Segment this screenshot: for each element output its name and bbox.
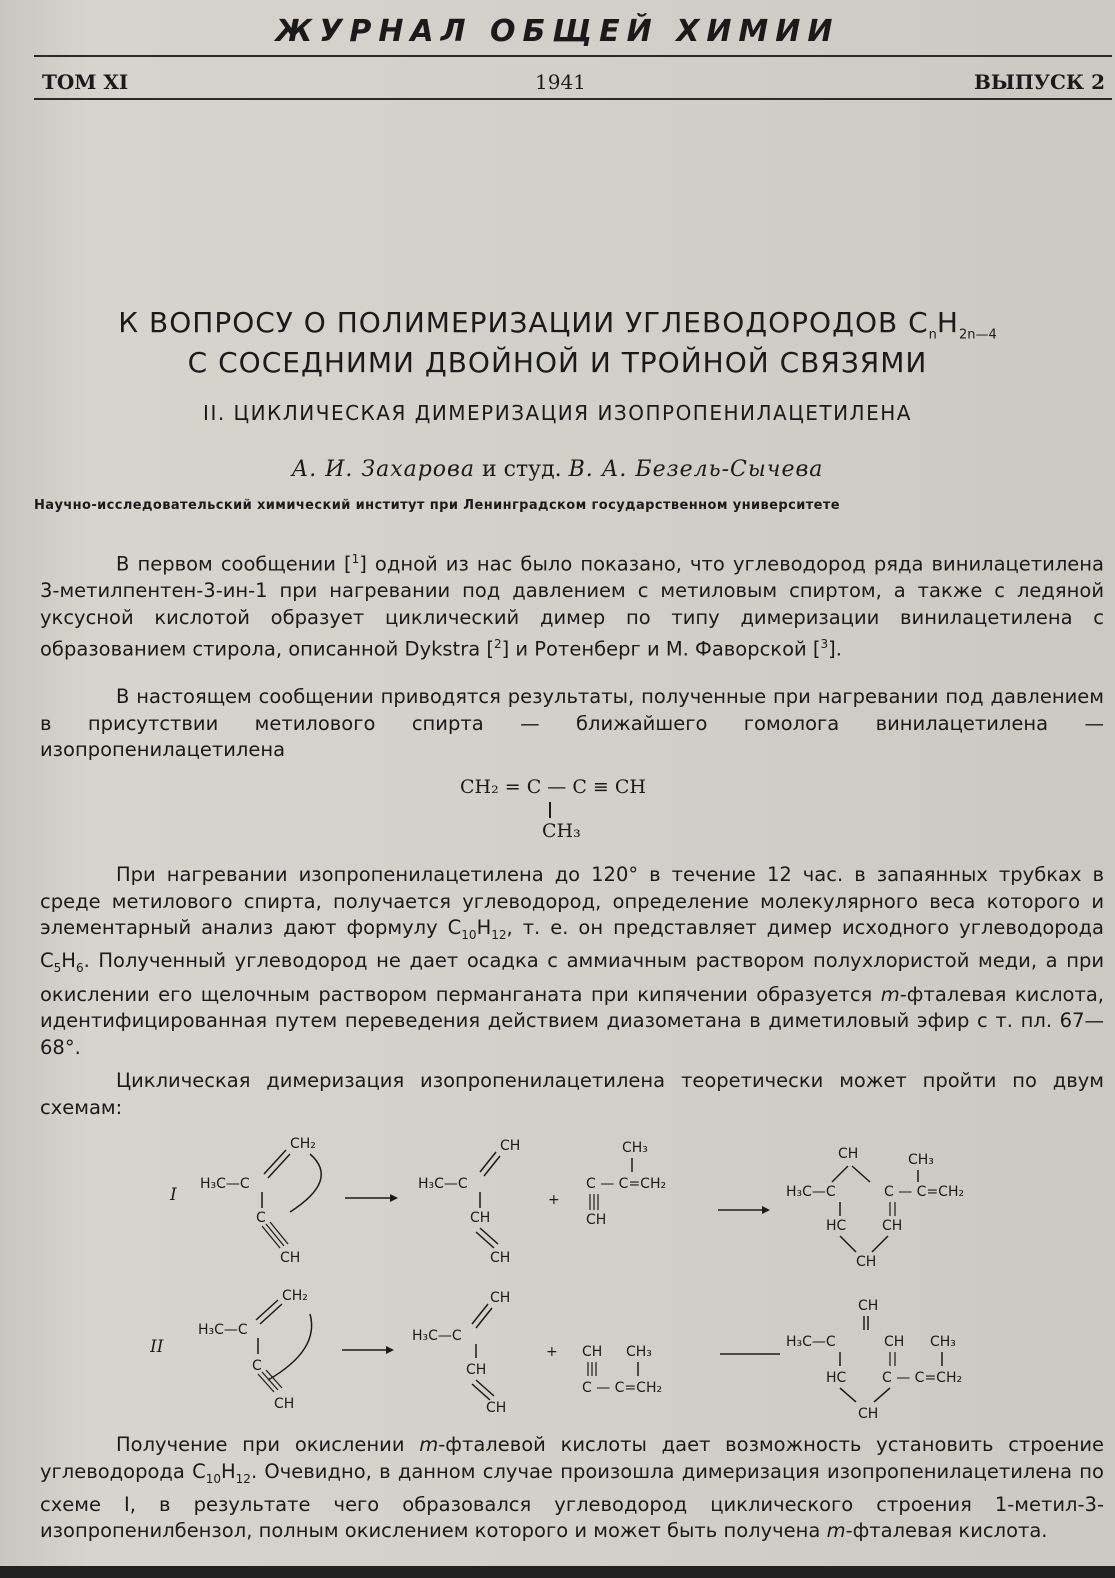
paragraph-4: Циклическая димеризация изопропенилацетилена теоретически может пройти по двум схемам:	[40, 1069, 1104, 1119]
article-subtitle: II. ЦИКЛИЧЕСКАЯ ДИМЕРИЗАЦИЯ ИЗОПРОПЕНИЛАЦЕТИЛЕНА	[203, 401, 912, 425]
svg-text:H₃C—C: H₃C—C	[786, 1184, 836, 1200]
svg-text:CH₂: CH₂	[282, 1288, 308, 1304]
formula-main: CH₂ = C — C ≡ CH	[460, 776, 646, 798]
author-1: А. И. Захарова	[291, 457, 475, 482]
year-label: 1941	[535, 70, 586, 94]
reaction-schemes	[150, 1120, 1010, 1420]
svg-text:H₃C—C: H₃C—C	[786, 1334, 836, 1350]
svg-text:CH: CH	[490, 1290, 511, 1306]
paragraph-2: В настоящем сообщении приводятся результаты, полученные при нагревании под давлением в присутствии метилового спирта — ближайшего гомолога винилацетилена — изопропенилацетилена	[40, 685, 1104, 761]
authors: А. И. Захарова и студ. В. А. Безель-Сычева	[291, 457, 824, 482]
svg-text:CH: CH	[882, 1218, 903, 1234]
header-rule-bottom	[34, 98, 1112, 100]
article-title-line2: С СОСЕДНИМИ ДВОЙНОЙ И ТРОЙНОЙ СВЯЗЯМИ	[187, 346, 928, 379]
header-rule	[34, 55, 1112, 57]
paragraph-1: В первом сообщении [$^1$] одной из нас было показано, что углеводород ряда винилацетилена 3-метилпентен-3-ин-1 при нагревании под давлением с метиловым спиртом, а также с ледяной уксусной кислотой образует циклический димер по типу димеризации винилацетилена с образованием стирола, описанной Dykstra [$^2$] и Ротенберг и М. Фаворской [$^3$].	[40, 552, 1105, 661]
svg-text:C — C=CH₂: C — C=CH₂	[586, 1176, 667, 1192]
svg-text:C — C=CH₂: C — C=CH₂	[884, 1184, 965, 1200]
issue-label: ВЫПУСК 2	[973, 70, 1105, 94]
svg-text:CH₂: CH₂	[290, 1136, 316, 1152]
svg-text:+: +	[546, 1344, 558, 1360]
svg-text:C: C	[252, 1358, 262, 1374]
svg-text:C — C=CH₂: C — C=CH₂	[582, 1380, 663, 1396]
institution: Научно-исследовательский химический институт при Ленинградском государственном университете	[34, 498, 841, 513]
svg-text:CH: CH	[838, 1146, 859, 1162]
paragraph-3: При нагревании изопропенилацетилена до 120° в течение 12 час. в запаянных трубках в среде метилового спирта, получается углеводород, определение молекулярного веса которого и элементарный анализ дают формулу $C_{10}H_{12}$, т. е. он представляет димер исходного углеводорода $C_5H_6$. Полученный углеводород не дает осадка с аммиачным раствором полухлористой меди, а при окислении его щелочным раствором перманганата при кипячении образуется m-фталевая кислота, идентифицированная путем переведения действием диазометана в диметиловый эфир с т. пл. 67—68°.	[40, 863, 1104, 1059]
svg-text:CH: CH	[884, 1334, 905, 1350]
svg-text:CH₃: CH₃	[626, 1344, 652, 1360]
paragraph-5: Получение при окислении m-фталевой кислоты дает возможность установить строение углеводорода $C_{10}H_{12}$. Очевидно, в данном случае произошла димеризация изопропенилацетилена по схеме I, в результате чего образовался углеводород циклического строения 1-метил-3-изопропенилбензол, полным окислением которого и может быть получена m-фталевая кислота.	[40, 1433, 1104, 1543]
svg-text:CH: CH	[274, 1396, 295, 1412]
svg-text:CH₃: CH₃	[908, 1152, 934, 1168]
structural-formula	[460, 776, 646, 842]
svg-text:CH: CH	[856, 1254, 877, 1270]
article-title-line1: К ВОПРОСУ О ПОЛИМЕРИЗАЦИИ УГЛЕВОДОРОДОВ $C_nH_{2n—4}$	[118, 306, 997, 343]
svg-text:+: +	[548, 1192, 560, 1208]
svg-text:CH: CH	[486, 1400, 507, 1416]
formula-substituent: CH₃	[542, 820, 581, 842]
svg-text:C: C	[256, 1210, 266, 1226]
svg-text:CH: CH	[586, 1212, 607, 1228]
svg-text:CH: CH	[470, 1210, 491, 1226]
svg-text:H₃C—C: H₃C—C	[412, 1328, 462, 1344]
formula-bond	[549, 802, 551, 818]
svg-text:CH: CH	[466, 1362, 487, 1378]
svg-text:H₃C—C: H₃C—C	[200, 1176, 250, 1192]
svg-text:CH: CH	[280, 1250, 301, 1266]
svg-text:C — C=CH₂: C — C=CH₂	[882, 1370, 963, 1386]
svg-text:CH: CH	[582, 1344, 603, 1360]
scheme-1-label: I	[170, 1185, 177, 1205]
svg-text:CH: CH	[500, 1138, 521, 1154]
svg-text:HC: HC	[826, 1370, 847, 1386]
svg-text:CH: CH	[858, 1406, 879, 1420]
journal-title: ЖУРНАЛ ОБЩЕЙ ХИМИИ	[275, 14, 840, 49]
svg-text:CH₃: CH₃	[930, 1334, 956, 1350]
svg-text:CH₃: CH₃	[622, 1140, 648, 1156]
scheme-2-label: II	[150, 1337, 164, 1357]
svg-text:CH: CH	[858, 1298, 879, 1314]
svg-text:H₃C—C: H₃C—C	[198, 1322, 248, 1338]
author-2: В. А. Безель-Сычева	[568, 457, 824, 482]
svg-text:CH: CH	[490, 1250, 511, 1266]
svg-text:HC: HC	[826, 1218, 847, 1234]
svg-text:H₃C—C: H₃C—C	[418, 1176, 468, 1192]
volume-label: ТОМ XI	[42, 70, 129, 94]
scan-edge	[0, 1566, 1115, 1578]
